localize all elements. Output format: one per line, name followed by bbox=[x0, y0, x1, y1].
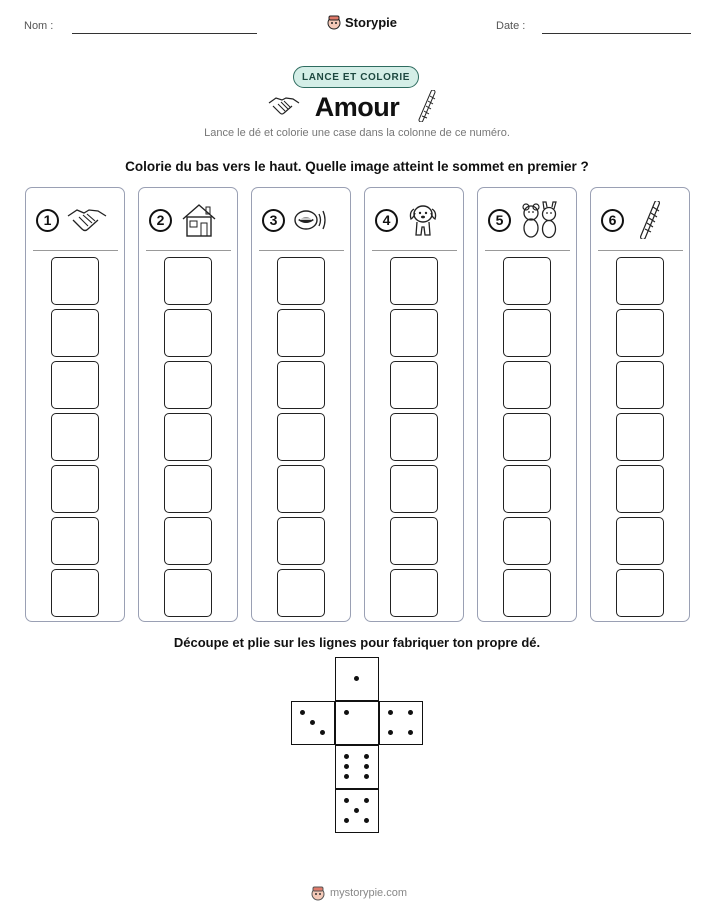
column-5 bbox=[477, 187, 577, 622]
dice-pip bbox=[388, 730, 393, 735]
friendship-bracelet-icon bbox=[416, 90, 438, 122]
color-cell[interactable] bbox=[164, 517, 212, 565]
column-header bbox=[601, 204, 681, 236]
number-circle: 5 bbox=[488, 209, 511, 232]
brand-name: Storypie bbox=[345, 14, 398, 30]
friendship-bracelet-icon bbox=[638, 201, 662, 239]
dice-face-top bbox=[335, 657, 379, 701]
storypie-mascot-icon bbox=[326, 14, 342, 30]
dice-pip bbox=[364, 798, 369, 803]
column-divider bbox=[146, 250, 231, 251]
color-cell[interactable] bbox=[277, 569, 325, 617]
dice-pip bbox=[344, 710, 349, 715]
cut-instruction: Découpe et plie sur les lignes pour fabriquer ton propre dé. bbox=[173, 635, 541, 650]
color-cell[interactable] bbox=[277, 413, 325, 461]
column-3 bbox=[251, 187, 351, 622]
dice-pip bbox=[364, 818, 369, 823]
column-divider bbox=[33, 250, 118, 251]
dice-face-center bbox=[335, 701, 379, 745]
color-cell[interactable] bbox=[616, 413, 664, 461]
number-circle: 4 bbox=[375, 209, 398, 232]
name-line bbox=[72, 33, 257, 34]
color-cell[interactable] bbox=[616, 361, 664, 409]
dice-pip bbox=[344, 754, 349, 759]
footer bbox=[310, 885, 407, 901]
dice-pip bbox=[364, 774, 369, 779]
column-header bbox=[488, 204, 568, 236]
name-label: Nom : bbox=[24, 20, 54, 32]
dice-pip bbox=[344, 774, 349, 779]
column-1 bbox=[25, 187, 125, 622]
column-header bbox=[262, 204, 342, 236]
instruction-text: Colorie du bas vers le haut. Quelle image atteint le sommet en premier ? bbox=[125, 159, 589, 174]
date-line bbox=[542, 33, 691, 34]
column-6 bbox=[590, 187, 690, 622]
color-cell[interactable] bbox=[503, 569, 551, 617]
dice-pip bbox=[408, 710, 413, 715]
handshake-icon bbox=[67, 205, 107, 235]
color-cell[interactable] bbox=[503, 309, 551, 357]
column-divider bbox=[372, 250, 457, 251]
color-cell[interactable] bbox=[277, 361, 325, 409]
column-divider bbox=[485, 250, 570, 251]
color-cell[interactable] bbox=[164, 413, 212, 461]
date-label: Date : bbox=[496, 20, 526, 32]
dice-pip bbox=[388, 710, 393, 715]
color-cell[interactable] bbox=[503, 257, 551, 305]
dice-pip bbox=[300, 710, 305, 715]
color-cell[interactable] bbox=[390, 361, 438, 409]
color-cell[interactable] bbox=[390, 309, 438, 357]
number-circle: 1 bbox=[36, 209, 59, 232]
color-cell[interactable] bbox=[503, 361, 551, 409]
color-cell[interactable] bbox=[390, 465, 438, 513]
color-cell[interactable] bbox=[51, 517, 99, 565]
color-cell[interactable] bbox=[616, 569, 664, 617]
color-cell[interactable] bbox=[503, 465, 551, 513]
number-circle: 2 bbox=[149, 209, 172, 232]
color-cell[interactable] bbox=[503, 413, 551, 461]
column-header bbox=[36, 204, 116, 236]
brand-logo bbox=[326, 14, 397, 30]
color-cell[interactable] bbox=[51, 309, 99, 357]
house-icon bbox=[180, 202, 218, 238]
color-cell[interactable] bbox=[51, 361, 99, 409]
number-circle: 3 bbox=[262, 209, 285, 232]
color-cell[interactable] bbox=[277, 309, 325, 357]
column-divider bbox=[598, 250, 683, 251]
color-cell[interactable] bbox=[277, 517, 325, 565]
color-cell[interactable] bbox=[164, 465, 212, 513]
dice-pip bbox=[344, 818, 349, 823]
color-cell[interactable] bbox=[390, 569, 438, 617]
color-cell[interactable] bbox=[616, 309, 664, 357]
color-cell[interactable] bbox=[390, 257, 438, 305]
dice-face-left bbox=[291, 701, 335, 745]
dice-pip bbox=[320, 730, 325, 735]
page-title: Amour bbox=[314, 92, 400, 122]
number-circle: 6 bbox=[601, 209, 624, 232]
dice-face-bottom bbox=[335, 789, 379, 833]
color-cell[interactable] bbox=[616, 465, 664, 513]
dice-pip bbox=[408, 730, 413, 735]
color-cell[interactable] bbox=[164, 569, 212, 617]
mouth-speaking-icon bbox=[293, 205, 331, 235]
color-cell[interactable] bbox=[616, 257, 664, 305]
dice-face-right bbox=[379, 701, 423, 745]
color-cell[interactable] bbox=[51, 465, 99, 513]
color-cell[interactable] bbox=[277, 465, 325, 513]
dice-pip bbox=[310, 720, 315, 725]
teddy-bear-and-bunny-icon bbox=[519, 201, 559, 239]
storypie-mascot-icon bbox=[310, 885, 326, 901]
color-cell[interactable] bbox=[164, 361, 212, 409]
column-4 bbox=[364, 187, 464, 622]
column-header bbox=[149, 204, 229, 236]
dice-pip bbox=[364, 764, 369, 769]
column-2 bbox=[138, 187, 238, 622]
column-divider bbox=[259, 250, 344, 251]
color-cell[interactable] bbox=[390, 517, 438, 565]
color-cell[interactable] bbox=[503, 517, 551, 565]
color-cell[interactable] bbox=[164, 309, 212, 357]
color-cell[interactable] bbox=[390, 413, 438, 461]
puppy-icon bbox=[406, 202, 440, 238]
color-cell[interactable] bbox=[51, 413, 99, 461]
dice-pip bbox=[344, 798, 349, 803]
dice-pip bbox=[354, 808, 359, 813]
color-cell[interactable] bbox=[51, 257, 99, 305]
activity-badge: LANCE ET COLORIE bbox=[293, 66, 419, 88]
dice-pip bbox=[354, 676, 359, 681]
footer-url: mystorypie.com bbox=[330, 887, 408, 899]
color-cell[interactable] bbox=[616, 517, 664, 565]
dice-face-lower bbox=[335, 745, 379, 789]
dice-pip bbox=[344, 764, 349, 769]
subtitle: Lance le dé et colorie une case dans la colonne de ce numéro. bbox=[204, 127, 510, 139]
dice-pip bbox=[364, 754, 369, 759]
color-cell[interactable] bbox=[164, 257, 212, 305]
column-header bbox=[375, 204, 455, 236]
color-cell[interactable] bbox=[277, 257, 325, 305]
color-cell[interactable] bbox=[51, 569, 99, 617]
